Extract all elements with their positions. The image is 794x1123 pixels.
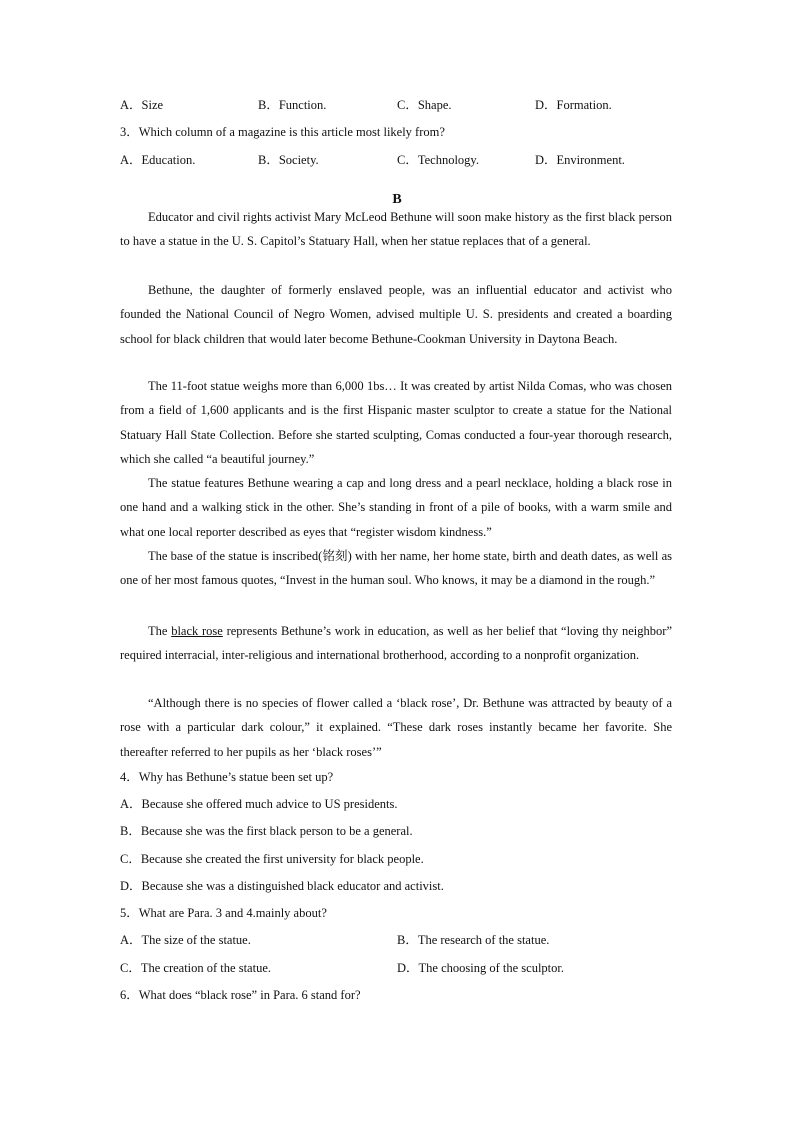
paragraph-2: Bethune, the daughter of formerly enslaved people, was an influential educator and activist who founded the National Council of Negro Women, advised multiple U. S. presidents and created a boarding school for black children that would later become Bethune-Cookman University in Daytona Beach. [120, 283, 672, 346]
q3-option-d: D．Environment. [535, 153, 625, 167]
paragraph-5: The base of the statue is inscribed(铭刻) with her name, her home state, birth and death dates, as well as one of her most famous quotes, “Invest in the human soul. Who knows, it may be a diamond in the rough.” [120, 549, 672, 588]
paragraph-6 [120, 619, 672, 668]
q5-option-d: D．The choosing of the sculptor. [397, 961, 564, 975]
q4-stem: 4．Why has Bethune’s statue been set up? [120, 770, 334, 784]
q6-stem: 6．What does “black rose” in Para. 6 stand for? [120, 988, 361, 1002]
q5-option-c: C．The creation of the statue. [120, 961, 271, 975]
q2-option-d: D．Formation. [535, 98, 612, 112]
q3-option-a: A．Education. [120, 153, 196, 167]
q4-option-b: B．Because she was the first black person to be a general. [120, 824, 413, 838]
q3-option-c: C．Technology. [397, 153, 479, 167]
q4-option-c: C．Because she created the first university for black people. [120, 852, 424, 866]
q2-option-a: A．Size [120, 98, 164, 112]
q3-stem: 3．Which column of a magazine is this article most likely from? [120, 125, 445, 139]
q2-option-b: B．Function. [258, 98, 327, 112]
paragraph-3: The 11-foot statue weighs more than 6,000 1bs… It was created by artist Nilda Comas, who was chosen from a field of 1,600 applicants and is the first Hispanic master sculptor to create a statue for the National Statuary Hall State Collection. Before she started sculpting, Comas conducted a four-year thorough research, which she called “a beautiful journey.” [120, 379, 672, 466]
q3-option-b: B．Society. [258, 153, 319, 167]
paragraph-1: Educator and civil rights activist Mary McLeod Bethune will soon make history as the first black person to have a statue in the U. S. Capitol’s Statuary Hall, when her statue replaces that of a general. [120, 210, 672, 249]
section-title: B [392, 192, 402, 207]
black-rose-underlined: black rose [171, 624, 223, 638]
q5-option-a: A．The size of the statue. [120, 933, 251, 947]
q4-option-a: A．Because she offered much advice to US presidents. [120, 797, 398, 811]
q2-option-c: C．Shape. [397, 98, 452, 112]
paragraph-4: The statue features Bethune wearing a cap and long dress and a pearl necklace, holding a black rose in one hand and a walking stick in the other. She’s standing in front of a pile of books, with a warm smile and what one local reporter described as eyes that “register wisdom kindness.” [120, 476, 672, 539]
paragraph-6-prefix: The [148, 624, 172, 638]
paragraph-7: “Although there is no species of flower called a ‘black rose’, Dr. Bethune was attracted by beauty of a rose with a particular dark colour,” it explained. “These dark roses instantly became her favorite. She thereafter referred to her pupils as her ‘black roses’” [120, 696, 672, 759]
q5-option-b: B．The research of the statue. [397, 933, 550, 947]
q5-stem: 5．What are Para. 3 and 4.mainly about? [120, 906, 327, 920]
paragraph-6-rest: represents Bethune’s work in education, as well as her belief that “loving thy neighbor” required interracial, inter-religious and international brotherhood, according to a nonprofit organization. [120, 624, 672, 663]
q4-option-d: D．Because she was a distinguished black educator and activist. [120, 879, 444, 893]
